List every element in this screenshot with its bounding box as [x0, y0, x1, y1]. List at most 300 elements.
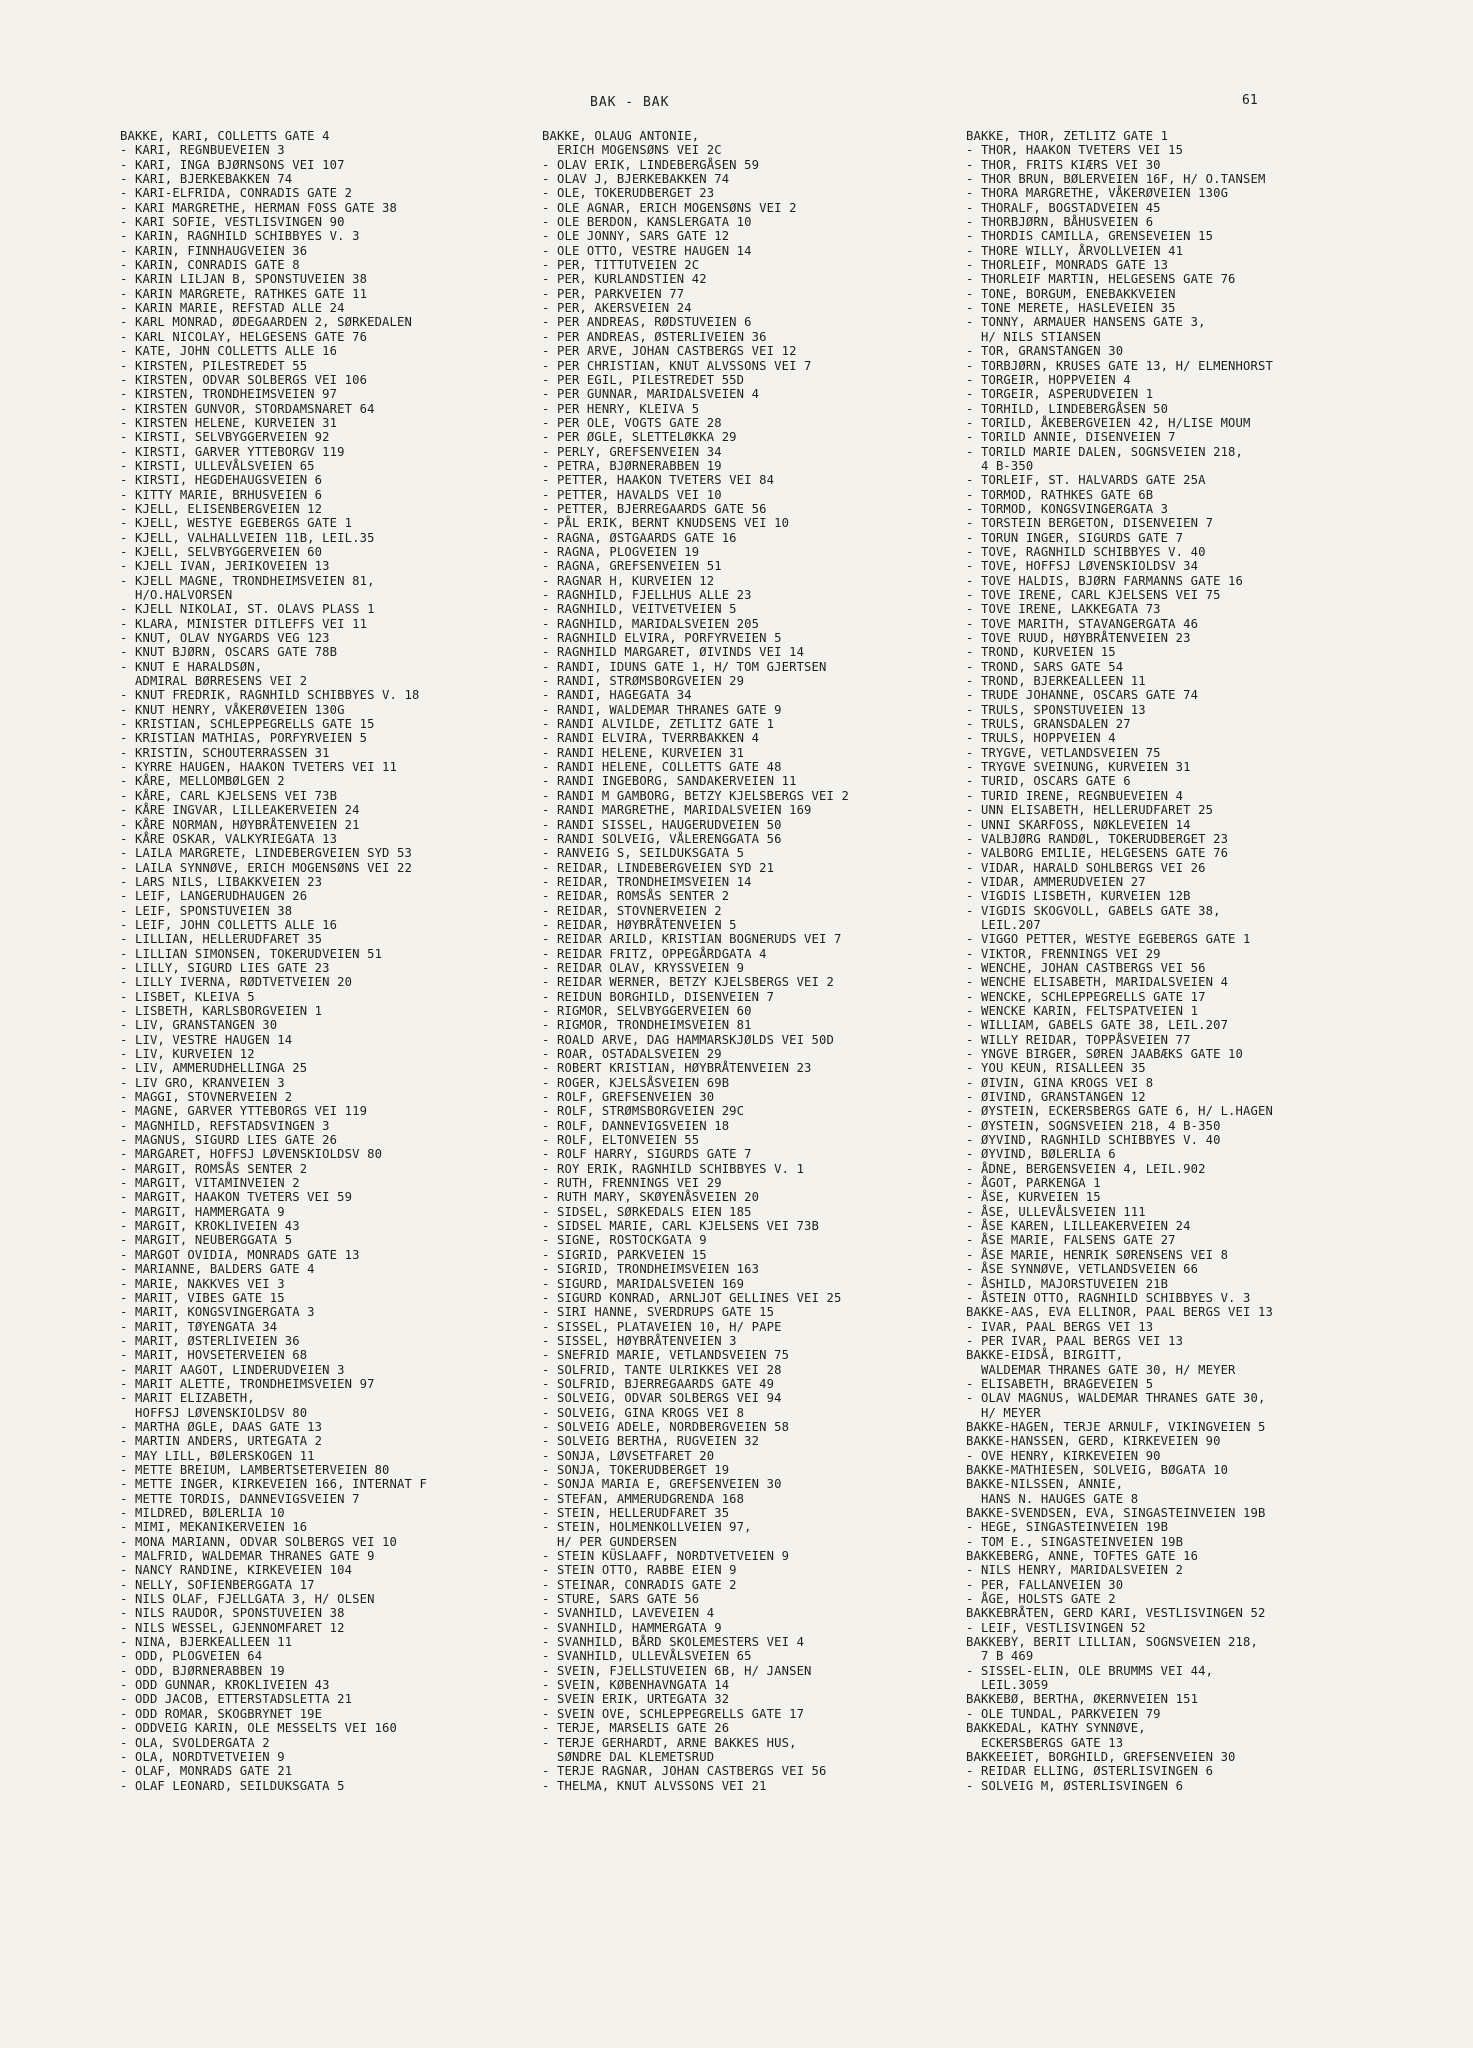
directory-entry: - ROLF, GREFSENVEIEN 30	[542, 1090, 715, 1105]
directory-entry: - TOVE MARITH, STAVANGERGATA 46	[966, 616, 1199, 631]
directory-entry: - PER ANDREAS, RØDSTUVEIEN 6	[542, 315, 752, 330]
directory-entry: - OLAF LEONARD, SEILDUKSGATA 5	[120, 1778, 345, 1793]
directory-entry: - MAGNUS, SIGURD LIES GATE 26	[120, 1133, 338, 1148]
directory-entry: - ODD, PLOGVEIEN 64	[120, 1649, 263, 1664]
directory-entry: - TORILD, ÅKEBERGVEIEN 42, H/LISE MOUM	[966, 415, 1251, 430]
directory-entry: - NILS HENRY, MARIDALSVEIEN 2	[966, 1563, 1184, 1578]
directory-entry: - SONJA, TOKERUDBERGET 19	[542, 1462, 730, 1477]
directory-entry: - MARIANNE, BALDERS GATE 4	[120, 1262, 315, 1277]
directory-entry: - STURE, SARS GATE 56	[542, 1592, 700, 1607]
directory-entry: - KARI MARGRETHE, HERMAN FOSS GATE 38	[120, 200, 398, 215]
directory-entry: - REIDAR, TRONDHEIMSVEIEN 14	[542, 874, 752, 889]
directory-entry: - RANDI MARGRETHE, MARIDALSVEIEN 169	[542, 803, 812, 818]
directory-entry: - RANDI ELVIRA, TVERRBAKKEN 4	[542, 731, 760, 746]
directory-entry: H/O.HALVORSEN	[120, 588, 233, 602]
directory-entry: - LIV, GRANSTANGEN 30	[120, 1018, 278, 1033]
directory-entry: - THOR, HAAKON TVETERS VEI 15	[966, 143, 1184, 158]
directory-entry: - OLAV MAGNUS, WALDEMAR THRANES GATE 30,	[966, 1391, 1266, 1406]
directory-entry: - KNUT FREDRIK, RAGNHILD SCHIBBYES V. 18	[120, 688, 420, 703]
directory-entry: - RAGNHILD, VEITVETVEIEN 5	[542, 602, 737, 617]
directory-entry: - LISBET, KLEIVA 5	[120, 989, 255, 1004]
directory-entry: - RAGNHILD, FJELLHUS ALLE 23	[542, 588, 752, 602]
directory-entry: - NINA, BJERKEALLEEN 11	[120, 1635, 293, 1650]
directory-entry: - PER ARVE, JOHAN CASTBERGS VEI 12	[542, 344, 797, 359]
directory-entry: - ÅGE, HOLSTS GATE 2	[966, 1592, 1116, 1607]
directory-entry: - MARGARET, HOFFSJ LØVENSKIOLDSV 80	[120, 1147, 383, 1162]
directory-entry: - RANDI, WALDEMAR THRANES GATE 9	[542, 702, 782, 717]
directory-entry: - KNUT BJØRN, OSCARS GATE 78B	[120, 645, 338, 660]
directory-entry: SØNDRE DAL KLEMETSRUD	[542, 1749, 715, 1764]
directory-entry: - MARIT, ØSTERLIVEIEN 36	[120, 1333, 300, 1348]
directory-entry: - SISSEL, HØYBRÅTENVEIEN 3	[542, 1333, 737, 1348]
directory-entry: - PER OLE, VOGTS GATE 28	[542, 415, 722, 430]
directory-entry: - ELISABETH, BRAGEVEIEN 5	[966, 1376, 1154, 1391]
directory-entry: - PER ANDREAS, ØSTERLIVEIEN 36	[542, 329, 767, 344]
directory-entry: - RANDI, IDUNS GATE 1, H/ TOM GJERTSEN	[542, 659, 827, 674]
directory-entry: - MARIT ELIZABETH,	[120, 1391, 255, 1406]
directory-entry: - KLARA, MINISTER DITLEFFS VEI 11	[120, 616, 368, 631]
directory-entry: - MILDRED, BØLERLIA 10	[120, 1506, 285, 1520]
directory-column-3	[966, 129, 1386, 1793]
directory-entry: - LAILA SYNNØVE, ERICH MOGENSØNS VEI 22	[120, 860, 413, 875]
directory-entry: - THOR BRUN, BØLERVEIEN 16F, H/ O.TANSEM	[966, 172, 1266, 187]
directory-entry: - TRYGVE SVEINUNG, KURVEIEN 31	[966, 760, 1191, 775]
directory-entry: - RAGNA, GREFSENVEIEN 51	[542, 559, 722, 574]
directory-entry: - KÅRE, CARL KJELSENS VEI 73B	[120, 788, 338, 803]
directory-entry: - MARIT, VIBES GATE 15	[120, 1290, 285, 1305]
directory-entry: - PETTER, BJERREGAARDS GATE 56	[542, 501, 767, 516]
directory-entry: - VIGDIS SKOGVOLL, GABELS GATE 38,	[966, 903, 1221, 918]
directory-entry: - SIDSEL MARIE, CARL KJELSENS VEI 73B	[542, 1219, 820, 1234]
directory-entry: - KRISTIN, SCHOUTERRASSEN 31	[120, 745, 330, 760]
directory-entry: - PER, AKERSVEIEN 24	[542, 301, 692, 316]
directory-entry: BAKKE, KARI, COLLETTS GATE 4	[120, 129, 330, 143]
directory-entry: - KNUT, OLAV NYGARDS VEG 123	[120, 631, 330, 646]
directory-entry: - LEIF, JOHN COLLETTS ALLE 16	[120, 917, 338, 932]
directory-entry: - REIDAR, HØYBRÅTENVEIEN 5	[542, 917, 737, 932]
directory-entry: - OLE TUNDAL, PARKVEIEN 79	[966, 1706, 1161, 1721]
directory-entry: - STEIN OTTO, RABBE EIEN 9	[542, 1563, 737, 1578]
directory-entry: - MAGGI, STOVNERVEIEN 2	[120, 1090, 293, 1105]
directory-entry: - LIV GRO, KRANVEIEN 3	[120, 1075, 285, 1090]
directory-entry: - LILLIAN SIMONSEN, TOKERUDVEIEN 51	[120, 946, 383, 961]
directory-entry: - ODD, BJØRNERABBEN 19	[120, 1663, 285, 1678]
directory-entry: - NILS OLAF, FJELLGATA 3, H/ OLSEN	[120, 1592, 375, 1607]
directory-entry: - KÅRE NORMAN, HØYBRÅTENVEIEN 21	[120, 817, 360, 832]
directory-entry: - MALFRID, WALDEMAR THRANES GATE 9	[120, 1549, 375, 1564]
directory-entry: - LEIF, VESTLISVINGEN 52	[966, 1620, 1146, 1635]
directory-entry: - ROLF HARRY, SIGURDS GATE 7	[542, 1147, 752, 1162]
directory-entry: - WENCKE, SCHLEPPEGRELLS GATE 17	[966, 989, 1206, 1004]
directory-entry: - ODD ROMAR, SKOGBRYNET 19E	[120, 1706, 323, 1721]
directory-entry: - RUTH MARY, SKØYENÅSVEIEN 20	[542, 1190, 760, 1205]
directory-entry: - MARGIT, VITAMINVEIEN 2	[120, 1176, 300, 1191]
directory-entry: - KARIN, RAGNHILD SCHIBBYES V. 3	[120, 229, 360, 244]
directory-entry: - SVEIN OVE, SCHLEPPEGRELLS GATE 17	[542, 1706, 805, 1721]
directory-entry: - KJELL IVAN, JERIKOVEIEN 13	[120, 559, 330, 574]
directory-entry: - KJELL, SELVBYGGERVEIEN 60	[120, 544, 323, 559]
directory-entry: - TERJE, MARSELIS GATE 26	[542, 1721, 730, 1736]
directory-entry: - MARTIN ANDERS, URTEGATA 2	[120, 1434, 323, 1449]
directory-entry: - ROGER, KJELSÅSVEIEN 69B	[542, 1075, 730, 1090]
directory-entry: - REIDAR OLAV, KRYSSVEIEN 9	[542, 960, 745, 975]
directory-entry: - MAGNE, GARVER YTTEBORGS VEI 119	[120, 1104, 368, 1119]
directory-entry: - VIDAR, AMMERUDVEIEN 27	[966, 874, 1146, 889]
directory-entry: BAKKE-HANSSEN, GERD, KIRKEVEIEN 90	[966, 1434, 1221, 1449]
directory-entry: - NELLY, SOFIENBERGGATA 17	[120, 1577, 315, 1592]
directory-entry: - TRUDE JOHANNE, OSCARS GATE 74	[966, 688, 1199, 703]
directory-entry: - TORMOD, KONGSVINGERGATA 3	[966, 501, 1169, 516]
directory-entry: - STEIN, HELLERUDFARET 35	[542, 1506, 730, 1520]
directory-entry: - VALBJØRG RANDØL, TOKERUDBERGET 23	[966, 831, 1229, 846]
directory-entry: - PER, KURLANDSTIEN 42	[542, 272, 707, 287]
directory-entry: - KARL NICOLAY, HELGESENS GATE 76	[120, 329, 368, 344]
directory-entry: 4 B-350	[966, 458, 1034, 473]
directory-entry: - SIGURD KONRAD, ARNLJOT GELLINES VEI 25	[542, 1290, 842, 1305]
directory-entry: - KIRSTEN, ODVAR SOLBERGS VEI 106	[120, 372, 368, 387]
directory-entry: - SOLVEIG BERTHA, RUGVEIEN 32	[542, 1434, 760, 1449]
directory-entry: - MONA MARIANN, ODVAR SOLBERGS VEI 10	[120, 1534, 398, 1549]
directory-entry: - TORHILD, LINDEBERGÅSEN 50	[966, 401, 1169, 416]
directory-entry: BAKKE-AAS, EVA ELLINOR, PAAL BERGS VEI 13	[966, 1305, 1273, 1320]
directory-entry: - MARIT, TØYENGATA 34	[120, 1319, 278, 1334]
directory-entry: - SVEIN ERIK, URTEGATA 32	[542, 1692, 730, 1707]
directory-entry: - UNNI SKARFOSS, NØKLEVEIEN 14	[966, 817, 1191, 832]
directory-entry: - THORLEIF, MONRADS GATE 13	[966, 258, 1169, 273]
directory-entry: - RAGNHILD, MARIDALSVEIEN 205	[542, 616, 760, 631]
directory-entry: WALDEMAR THRANES GATE 30, H/ MEYER	[966, 1362, 1236, 1377]
directory-entry: - KARIN, FINNHAUGVEIEN 36	[120, 243, 308, 258]
directory-entry: - RANDI, STRØMSBORGVEIEN 29	[542, 674, 745, 689]
directory-entry: BAKKEBY, BERIT LILLIAN, SOGNSVEIEN 218,	[966, 1635, 1259, 1650]
directory-entry: - MARIT, HOVSETERVEIEN 68	[120, 1348, 308, 1363]
directory-entry: - KIRSTEN GUNVOR, STORDAMSNARET 64	[120, 401, 375, 416]
directory-entry: - NILS RAUDOR, SPONSTUVEIEN 38	[120, 1606, 345, 1621]
directory-entry: - KRISTIAN, SCHLEPPEGRELLS GATE 15	[120, 717, 375, 732]
directory-entry: - SIGNE, ROSTOCKGATA 9	[542, 1233, 707, 1248]
directory-entry: - KJELL, WESTYE EGEBERGS GATE 1	[120, 516, 353, 531]
directory-entry: - ROBERT KRISTIAN, HØYBRÅTENVEIEN 23	[542, 1061, 812, 1076]
directory-entry: - KARIN MARGRETE, RATHKES GATE 11	[120, 286, 368, 301]
directory-entry: - OLE AGNAR, ERICH MOGENSØNS VEI 2	[542, 200, 797, 215]
directory-entry: - THELMA, KNUT ALVSSONS VEI 21	[542, 1778, 767, 1793]
directory-entry: BAKKE-EIDSÅ, BIRGITT,	[966, 1348, 1124, 1363]
directory-entry: - SVEIN, FJELLSTUVEIEN 6B, H/ JANSEN	[542, 1663, 812, 1678]
directory-entry: - ØIVIN, GINA KROGS VEI 8	[966, 1075, 1154, 1090]
directory-entry: - TORLEIF, ST. HALVARDS GATE 25A	[966, 473, 1206, 488]
directory-entry: BAKKE-NILSSEN, ANNIE,	[966, 1477, 1124, 1492]
directory-entry: - KÅRE, MELLOMBØLGEN 2	[120, 774, 285, 789]
directory-entry: - YNGVE BIRGER, SØREN JAABÆKS GATE 10	[966, 1047, 1244, 1061]
directory-entry: - ÅSE MARIE, HENRIK SØRENSENS VEI 8	[966, 1247, 1229, 1262]
directory-entry: - ÅSTEIN OTTO, RAGNHILD SCHIBBYES V. 3	[966, 1290, 1251, 1305]
directory-entry: - KARI, REGNBUEVEIEN 3	[120, 143, 285, 158]
directory-entry: H/ NILS STIANSEN	[966, 329, 1101, 344]
directory-entry: - YOU KEUN, RISALLEEN 35	[966, 1061, 1146, 1076]
directory-entry: BAKKEBØ, BERTHA, ØKERNVEIEN 151	[966, 1692, 1199, 1707]
directory-entry: - KATE, JOHN COLLETTS ALLE 16	[120, 344, 338, 359]
directory-entry: - LILLY IVERNA, RØDTVETVEIEN 20	[120, 975, 353, 990]
directory-entry: H/ PER GUNDERSEN	[542, 1534, 677, 1549]
directory-entry: - SOLVEIG, GINA KROGS VEI 8	[542, 1405, 745, 1420]
directory-entry: - MAY LILL, BØLERSKOGEN 11	[120, 1448, 315, 1463]
directory-entry: BAKKE, OLAUG ANTONIE,	[542, 129, 700, 143]
directory-entry: BAKKE-HAGEN, TERJE ARNULF, VIKINGVEIEN 5	[966, 1419, 1266, 1434]
directory-entry: - KRISTIAN MATHIAS, PORFYRVEIEN 5	[120, 731, 368, 746]
directory-entry: - KARI, INGA BJØRNSONS VEI 107	[120, 157, 345, 172]
directory-entry: - PER ØGLE, SLETTELØKKA 29	[542, 430, 737, 445]
directory-entry: - SOLFRID, TANTE ULRIKKES VEI 28	[542, 1362, 782, 1377]
directory-entry: - REIDAR ELLING, ØSTERLISVINGEN 6	[966, 1764, 1214, 1779]
directory-entry: - LISBETH, KARLSBORGVEIEN 1	[120, 1003, 323, 1018]
directory-entry: - SONJA MARIA E, GREFSENVEIEN 30	[542, 1477, 782, 1492]
directory-entry: LEIL.3059	[966, 1678, 1049, 1693]
directory-entry: - REIDAR, LINDEBERGVEIEN SYD 21	[542, 860, 775, 875]
directory-entry: - PERLY, GREFSENVEIEN 34	[542, 444, 722, 459]
directory-entry: - MARIT AAGOT, LINDERUDVEIEN 3	[120, 1362, 345, 1377]
directory-entry: - SOLVEIG M, ØSTERLISVINGEN 6	[966, 1778, 1184, 1793]
directory-entry: - SISSEL-ELIN, OLE BRUMMS VEI 44,	[966, 1663, 1214, 1678]
directory-entry: - KARIN, CONRADIS GATE 8	[120, 258, 300, 273]
directory-entry: - ROAR, OSTADALSVEIEN 29	[542, 1047, 722, 1061]
directory-entry: - KJELL NIKOLAI, ST. OLAVS PLASS 1	[120, 602, 375, 617]
directory-entry: - TONE, BORGUM, ENEBAKKVEIEN	[966, 286, 1176, 301]
directory-entry: - RAGNHILD ELVIRA, PORFYRVEIEN 5	[542, 631, 782, 646]
directory-entry: - SOLVEIG ADELE, NORDBERGVEIEN 58	[542, 1419, 790, 1434]
directory-entry: - REIDAR WERNER, BETZY KJELSBERGS VEI 2	[542, 975, 835, 990]
directory-entry: - WILLY REIDAR, TOPPÅSVEIEN 77	[966, 1032, 1191, 1047]
directory-entry: - SISSEL, PLATAVEIEN 10, H/ PAPE	[542, 1319, 782, 1334]
directory-entry: - TURID, OSCARS GATE 6	[966, 774, 1131, 789]
directory-entry: - MARGIT, KROKLIVEIEN 43	[120, 1219, 300, 1234]
directory-entry: - MARIT, KONGSVINGERGATA 3	[120, 1305, 315, 1320]
directory-entry: - TONE MERETE, HASLEVEIEN 35	[966, 301, 1176, 316]
directory-entry: - TRYGVE, VETLANDSVEIEN 75	[966, 745, 1161, 760]
directory-entry: - KIRSTEN, TRONDHEIMSVEIEN 97	[120, 387, 338, 402]
directory-entry: - ROLF, DANNEVIGSVEIEN 18	[542, 1118, 730, 1133]
directory-entry: - REIDAR, STOVNERVEIEN 2	[542, 903, 722, 918]
directory-entry: - TOM E., SINGASTEINVEIEN 19B	[966, 1534, 1184, 1549]
directory-entry: - LAILA MARGRETE, LINDEBERGVEIEN SYD 53	[120, 846, 413, 861]
directory-entry: - WILLIAM, GABELS GATE 38, LEIL.207	[966, 1018, 1229, 1033]
directory-entry: - LIV, VESTRE HAUGEN 14	[120, 1032, 293, 1047]
directory-entry: - RANDI INGEBORG, SANDAKERVEIEN 11	[542, 774, 797, 789]
directory-entry: - TORILD ANNIE, DISENVEIEN 7	[966, 430, 1176, 445]
directory-entry: - MARGIT, ROMSÅS SENTER 2	[120, 1161, 308, 1176]
directory-entry: - PER EGIL, PILESTREDET 55D	[542, 372, 745, 387]
directory-entry: - ÅSE, KURVEIEN 15	[966, 1190, 1101, 1205]
directory-entry: - METTE BREIUM, LAMBERTSETERVEIEN 80	[120, 1462, 390, 1477]
directory-entry: - REIDUN BORGHILD, DISENVEIEN 7	[542, 989, 775, 1004]
directory-entry: - RIGMOR, SELVBYGGERVEIEN 60	[542, 1003, 752, 1018]
directory-entry: - RANDI M GAMBORG, BETZY KJELSBERGS VEI 2	[542, 788, 849, 803]
directory-entry: - KIRSTI, HEGDEHAUGSVEIEN 6	[120, 473, 323, 488]
directory-entry: - ÅDNE, BERGENSVEIEN 4, LEIL.902	[966, 1161, 1206, 1176]
directory-entry: - METTE TORDIS, DANNEVIGSVEIEN 7	[120, 1491, 360, 1506]
directory-entry: HOFFSJ LØVENSKIOLDSV 80	[120, 1405, 308, 1420]
directory-entry: LEIL.207	[966, 917, 1041, 932]
directory-entry: - SNEFRID MARIE, VETLANDSVEIEN 75	[542, 1348, 790, 1363]
directory-entry: - RUTH, FRENNINGS VEI 29	[542, 1176, 722, 1191]
directory-entry: - PER IVAR, PAAL BERGS VEI 13	[966, 1333, 1184, 1348]
directory-entry: - REIDAR ARILD, KRISTIAN BOGNERUDS VEI 7	[542, 932, 842, 947]
directory-entry: - OLE, TOKERUDBERGET 23	[542, 186, 715, 201]
directory-entry: - KÅRE OSKAR, VALKYRIEGATA 13	[120, 831, 338, 846]
directory-entry: - METTE INGER, KIRKEVEIEN 166, INTERNAT F	[120, 1477, 427, 1492]
directory-entry: - RAGNA, ØSTGAARDS GATE 16	[542, 530, 737, 545]
directory-entry: - OLE JONNY, SARS GATE 12	[542, 229, 730, 244]
directory-entry: - SIGURD, MARIDALSVEIEN 169	[542, 1276, 745, 1291]
directory-entry: - ÅSE SYNNØVE, VETLANDSVEIEN 66	[966, 1262, 1199, 1277]
directory-entry: - SIDSEL, SØRKEDALS EIEN 185	[542, 1204, 752, 1219]
directory-entry: - STEFAN, AMMERUDGRENDA 168	[542, 1491, 745, 1506]
directory-entry: - THORE WILLY, ÅRVOLLVEIEN 41	[966, 243, 1184, 258]
directory-entry: - KIRSTI, GARVER YTTEBORGV 119	[120, 444, 345, 459]
directory-entry: - TORGEIR, HOPPVEIEN 4	[966, 372, 1131, 387]
directory-entry: - PETRA, BJØRNERABBEN 19	[542, 458, 722, 473]
directory-entry: BAKKEBRÅTEN, GERD KARI, VESTLISVINGEN 52	[966, 1606, 1266, 1621]
directory-entry: - IVAR, PAAL BERGS VEI 13	[966, 1319, 1154, 1334]
directory-entry: ERICH MOGENSØNS VEI 2C	[542, 143, 722, 158]
directory-entry: - RANDI SISSEL, HAUGERUDVEIEN 50	[542, 817, 782, 832]
directory-entry: - THOR, FRITS KIÆRS VEI 30	[966, 157, 1161, 172]
directory-entry: - ØYSTEIN, ECKERSBERGS GATE 6, H/ L.HAGEN	[966, 1104, 1273, 1119]
directory-entry: BAKKEBERG, ANNE, TOFTES GATE 16	[966, 1549, 1199, 1564]
directory-entry: - TORSTEIN BERGETON, DISENVEIEN 7	[966, 516, 1214, 531]
directory-entry: - SVANHILD, BÅRD SKOLEMESTERS VEI 4	[542, 1635, 805, 1650]
directory-entry: - STEIN, HOLMENKOLLVEIEN 97,	[542, 1520, 752, 1535]
directory-entry: - KARI, BJERKEBAKKEN 74	[120, 172, 293, 187]
directory-entry: - PER, FALLANVEIEN 30	[966, 1577, 1124, 1592]
directory-column-2	[542, 129, 962, 1793]
directory-entry: - KNUT HENRY, VÅKERØVEIEN 130G	[120, 702, 345, 717]
directory-entry: - SVEIN, KØBENHAVNGATA 14	[542, 1678, 730, 1693]
directory-entry: - MIMI, MEKANIKERVEIEN 16	[120, 1520, 308, 1535]
directory-entry: - KARIN LILJAN B, SPONSTUVEIEN 38	[120, 272, 368, 287]
directory-entry: ECKERSBERGS GATE 13	[966, 1735, 1124, 1750]
directory-entry: - KNUT E HARALDSØN,	[120, 659, 263, 674]
directory-entry: - ØYVIND, RAGNHILD SCHIBBYES V. 40	[966, 1133, 1221, 1148]
directory-entry: - PÅL ERIK, BERNT KNUDSENS VEI 10	[542, 516, 790, 531]
directory-entry: - ÅSE, ULLEVÅLSVEIEN 111	[966, 1204, 1146, 1219]
directory-entry: - ODD GUNNAR, KROKLIVEIEN 43	[120, 1678, 330, 1693]
directory-entry: - OLAF, MONRADS GATE 21	[120, 1764, 293, 1779]
directory-entry: - PER CHRISTIAN, KNUT ALVSSONS VEI 7	[542, 358, 812, 373]
directory-entry: - SIRI HANNE, SVERDRUPS GATE 15	[542, 1305, 775, 1320]
directory-entry: - TRULS, HOPPVEIEN 4	[966, 731, 1116, 746]
directory-entry: - TOVE IRENE, LAKKEGATA 73	[966, 602, 1161, 617]
directory-entry: - TORGEIR, ASPERUDVEIEN 1	[966, 387, 1154, 402]
directory-entry: - OLE BERDON, KANSLERGATA 10	[542, 215, 752, 230]
directory-entry: - KYRRE HAUGEN, HAAKON TVETERS VEI 11	[120, 760, 398, 775]
directory-entry: - RIGMOR, TRONDHEIMSVEIEN 81	[542, 1018, 752, 1033]
directory-entry: - ÅSHILD, MAJORSTUVEIEN 21B	[966, 1276, 1169, 1291]
directory-entry: - SVANHILD, ULLEVÅLSVEIEN 65	[542, 1649, 752, 1664]
directory-entry: - RAGNHILD MARGARET, ØIVINDS VEI 14	[542, 645, 805, 660]
directory-entry: - RAGNAR H, KURVEIEN 12	[542, 573, 715, 588]
directory-entry: - VIGDIS LISBETH, KURVEIEN 12B	[966, 889, 1191, 904]
directory-entry: - OLA, NORDTVETVEIEN 9	[120, 1749, 285, 1764]
directory-entry: - KARI SOFIE, VESTLISVINGEN 90	[120, 215, 345, 230]
directory-entry: - MARGOT OVIDIA, MONRADS GATE 13	[120, 1247, 360, 1262]
directory-entry: - OLAV J, BJERKEBAKKEN 74	[542, 172, 730, 187]
directory-entry: - KJELL, VALHALLVEIEN 11B, LEIL.35	[120, 530, 375, 545]
directory-entry: - KITTY MARIE, BRHUSVEIEN 6	[120, 487, 323, 502]
directory-entry: - MARIT ALETTE, TRONDHEIMSVEIEN 97	[120, 1376, 375, 1391]
directory-entry: - THORLEIF MARTIN, HELGESENS GATE 76	[966, 272, 1236, 287]
directory-entry: - NILS WESSEL, GJENNOMFARET 12	[120, 1620, 345, 1635]
directory-entry: - LIV, KURVEIEN 12	[120, 1047, 255, 1061]
directory-entry: - REIDAR FRITZ, OPPEGÅRDGATA 4	[542, 946, 767, 961]
directory-entry: - TRULS, SPONSTUVEIEN 13	[966, 702, 1146, 717]
directory-entry: ADMIRAL BØRRESENS VEI 2	[120, 674, 308, 689]
directory-entry: - TERJE GERHARDT, ARNE BAKKES HUS,	[542, 1735, 797, 1750]
directory-entry: - TOR, GRANSTANGEN 30	[966, 344, 1124, 359]
directory-entry: - ROALD ARVE, DAG HAMMARSKJØLDS VEI 50D	[542, 1032, 835, 1047]
page-number: 61	[1242, 93, 1258, 108]
directory-entry: - LILLY, SIGURD LIES GATE 23	[120, 960, 330, 975]
directory-entry: - TONNY, ARMAUER HANSENS GATE 3,	[966, 315, 1206, 330]
directory-entry: - TORUN INGER, SIGURDS GATE 7	[966, 530, 1184, 545]
directory-entry: - ODDVEIG KARIN, OLE MESSELTS VEI 160	[120, 1721, 398, 1736]
directory-entry: - TOVE, RAGNHILD SCHIBBYES V. 40	[966, 544, 1206, 559]
directory-entry: - WENCHE, JOHAN CASTBERGS VEI 56	[966, 960, 1206, 975]
directory-entry: - TURID IRENE, REGNBUEVEIEN 4	[966, 788, 1184, 803]
directory-entry: - MAGNHILD, REFSTADSVINGEN 3	[120, 1118, 330, 1133]
directory-entry: - HEGE, SINGASTEINVEIEN 19B	[966, 1520, 1169, 1535]
directory-entry: - ÅSE MARIE, FALSENS GATE 27	[966, 1233, 1176, 1248]
directory-entry: BAKKE, THOR, ZETLITZ GATE 1	[966, 129, 1169, 143]
directory-entry: - TORMOD, RATHKES GATE 6B	[966, 487, 1154, 502]
directory-entry: - WENCKE KARIN, FELTSPATVEIEN 1	[966, 1003, 1199, 1018]
directory-entry: - PETTER, HAAKON TVETERS VEI 84	[542, 473, 775, 488]
directory-entry: - TROND, KURVEIEN 15	[966, 645, 1116, 660]
directory-entry: - KIRSTEN, PILESTREDET 55	[120, 358, 308, 373]
directory-entry: - MARGIT, HAMMERGATA 9	[120, 1204, 285, 1219]
directory-entry: - PETTER, HAVALDS VEI 10	[542, 487, 722, 502]
directory-entry: - ROLF, STRØMSBORGVEIEN 29C	[542, 1104, 745, 1119]
directory-entry: - KARL MONRAD, ØDEGAARDEN 2, SØRKEDALEN	[120, 315, 413, 330]
directory-entry: - VIGGO PETTER, WESTYE EGEBERGS GATE 1	[966, 932, 1251, 947]
directory-entry: - MARTHA ØGLE, DAAS GATE 13	[120, 1419, 323, 1434]
directory-entry: - ÅSE KAREN, LILLEAKERVEIEN 24	[966, 1219, 1191, 1234]
running-header: BAK - BAK	[590, 95, 670, 110]
directory-entry: - ODD JACOB, ETTERSTADSLETTA 21	[120, 1692, 353, 1707]
directory-entry: - RANDI SOLVEIG, VÅLERENGGATA 56	[542, 831, 782, 846]
directory-column-1	[120, 129, 540, 1793]
directory-entry: - SIGRID, PARKVEIEN 15	[542, 1247, 707, 1262]
directory-entry: - STEIN KÜSLAAFF, NORDTVETVEIEN 9	[542, 1549, 790, 1564]
directory-entry: BAKKE-SVENDSEN, EVA, SINGASTEINVEIEN 19B	[966, 1506, 1266, 1520]
directory-entry: - TOVE, HOFFSJ LØVENSKIOLDSV 34	[966, 559, 1199, 574]
directory-entry: - KIRSTI, ULLEVÅLSVEIEN 65	[120, 458, 315, 473]
directory-entry: BAKKE-MATHIESEN, SOLVEIG, BØGATA 10	[966, 1462, 1229, 1477]
directory-entry: - OLA, SVOLDERGATA 2	[120, 1735, 270, 1750]
directory-entry: - KARIN MARIE, REFSTAD ALLE 24	[120, 301, 345, 316]
directory-entry: - TOVE RUUD, HØYBRÅTENVEIEN 23	[966, 631, 1191, 646]
directory-entry: - SOLVEIG, ODVAR SOLBERGS VEI 94	[542, 1391, 782, 1406]
directory-entry: - KIRSTEN HELENE, KURVEIEN 31	[120, 415, 338, 430]
directory-entry: - STEINAR, CONRADIS GATE 2	[542, 1577, 737, 1592]
directory-entry: - RAGNA, PLOGVEIEN 19	[542, 544, 700, 559]
directory-entry: - TORILD MARIE DALEN, SOGNSVEIEN 218,	[966, 444, 1244, 459]
directory-entry: - SOLFRID, BJERREGAARDS GATE 49	[542, 1376, 775, 1391]
directory-entry: - MARGIT, HAAKON TVETERS VEI 59	[120, 1190, 353, 1205]
directory-entry: - ØYVIND, BØLERLIA 6	[966, 1147, 1116, 1162]
directory-entry: - ROY ERIK, RAGNHILD SCHIBBYES V. 1	[542, 1161, 805, 1176]
directory-entry: - ØYSTEIN, SOGNSVEIEN 218, 4 B-350	[966, 1118, 1221, 1133]
directory-entry: - TERJE RAGNAR, JOHAN CASTBERGS VEI 56	[542, 1764, 827, 1779]
